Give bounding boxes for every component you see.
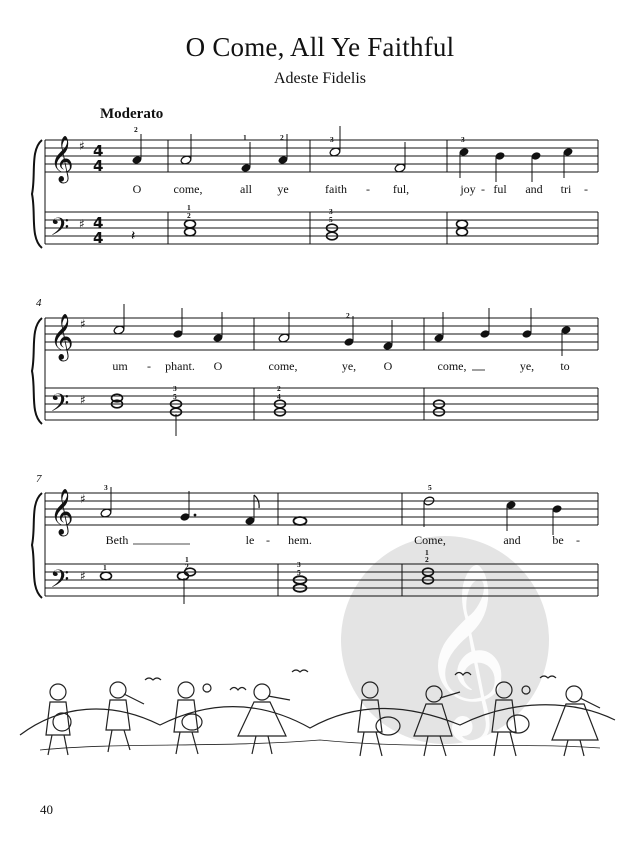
time-signature-top: 4 xyxy=(93,142,104,160)
bass-staff xyxy=(45,388,598,420)
note xyxy=(480,308,491,339)
note xyxy=(113,304,125,335)
note xyxy=(531,151,542,182)
note xyxy=(563,147,574,178)
finger-number: 3 xyxy=(297,560,301,569)
lyric: come, xyxy=(173,182,203,196)
lyric: and xyxy=(525,182,543,196)
note xyxy=(213,312,224,343)
lyric: Come, xyxy=(414,533,446,547)
lyric: ful xyxy=(493,182,507,196)
song-subtitle: Adeste Fidelis xyxy=(274,70,366,87)
finger-number: 5 xyxy=(297,568,301,577)
measure-number: 4 xyxy=(36,297,42,309)
lyric: ye, xyxy=(341,359,357,373)
bird-icon xyxy=(292,670,308,672)
measure-number: 7 xyxy=(36,473,42,485)
lyrics-line xyxy=(112,359,569,373)
sharp-icon: ♯ xyxy=(80,393,86,407)
note xyxy=(245,495,260,526)
whole-note xyxy=(294,517,307,525)
treble-clef-icon: 𝄞 xyxy=(50,314,74,360)
note xyxy=(495,151,506,182)
brace xyxy=(32,493,42,598)
child-dancer xyxy=(552,686,600,756)
note xyxy=(552,504,563,535)
sharp-icon: ♯ xyxy=(80,317,86,331)
bass-clef-icon: 𝄢 xyxy=(50,565,70,600)
ground xyxy=(40,740,600,750)
finger-number: 1 xyxy=(185,555,189,564)
note xyxy=(434,312,445,343)
lyric: be xyxy=(552,533,564,547)
note xyxy=(383,320,394,351)
lyric-hyphen: - xyxy=(147,359,151,373)
treble-staff xyxy=(45,318,598,350)
finger-number: 2 xyxy=(425,555,429,564)
note xyxy=(180,134,192,165)
lyric: come, xyxy=(437,359,467,373)
lyric: phant. xyxy=(165,359,195,373)
lyric: ful, xyxy=(392,182,410,196)
note xyxy=(459,147,470,178)
lyric: and xyxy=(503,533,521,547)
lyric: O xyxy=(213,359,223,373)
finger-number: 5 xyxy=(428,483,432,492)
lyric: le xyxy=(245,533,255,547)
lyric-hyphen: - xyxy=(266,533,270,547)
chord xyxy=(434,400,445,416)
treble-clef-icon: 𝄞 xyxy=(50,489,74,535)
lyric: um xyxy=(112,359,128,373)
child-drummer xyxy=(174,682,211,754)
chord xyxy=(294,576,307,592)
bird-icon xyxy=(145,678,161,680)
page-number: 40 xyxy=(40,802,53,817)
bass-clef-icon: 𝄢 xyxy=(50,213,70,248)
lyrics-line xyxy=(133,182,588,196)
chord xyxy=(171,400,182,436)
treble-staff xyxy=(45,493,598,525)
finger-number: 3 xyxy=(104,483,108,492)
child-flute xyxy=(106,682,144,752)
brace xyxy=(32,318,42,424)
lyric: all xyxy=(240,182,252,196)
brace xyxy=(32,140,42,248)
sharp-icon: ♯ xyxy=(79,217,85,231)
note xyxy=(522,308,533,339)
quarter-rest-icon: 𝄽 xyxy=(131,228,136,244)
finger-number: 4 xyxy=(277,392,281,401)
note xyxy=(506,500,517,531)
lyric-hyphen: - xyxy=(366,182,370,196)
lyric: faith xyxy=(325,182,347,196)
lyric: come, xyxy=(268,359,298,373)
time-signature-bottom: 4 xyxy=(93,157,104,175)
finger-number: 1 xyxy=(103,563,107,572)
lyric: O xyxy=(383,359,393,373)
treble-clef-icon: 𝄞 xyxy=(50,136,74,182)
finger-number: 1 xyxy=(243,133,247,142)
lyric-hyphen: - xyxy=(481,182,485,196)
finger-number: 1 xyxy=(187,203,191,212)
treble-staff xyxy=(45,140,598,172)
lyric-hyphen: - xyxy=(576,533,580,547)
finger-number: 3 xyxy=(461,135,465,144)
bird-icon xyxy=(230,688,246,691)
watermark-clef-glyph: 𝄞 xyxy=(420,562,509,736)
sharp-icon: ♯ xyxy=(80,492,86,506)
system-1 xyxy=(32,140,598,248)
note xyxy=(344,316,355,347)
lyric: ye xyxy=(277,182,289,196)
chord xyxy=(327,224,338,240)
lyric: tri xyxy=(560,182,572,196)
sharp-icon: ♯ xyxy=(80,569,86,583)
note xyxy=(173,308,184,339)
chord xyxy=(275,400,286,416)
lyric: hem. xyxy=(288,533,312,547)
child-drummer xyxy=(46,684,71,755)
note xyxy=(132,134,143,165)
note xyxy=(241,142,252,173)
lyric: ye, xyxy=(519,359,535,373)
lyric-hyphen: - xyxy=(584,182,588,196)
finger-number: 2 xyxy=(134,125,138,134)
finger-number: 3 xyxy=(173,384,177,393)
bass-clef-icon: 𝄢 xyxy=(50,389,70,424)
bird-icon xyxy=(540,676,556,678)
finger-number: 1 xyxy=(425,548,429,557)
tempo-marking: Moderato xyxy=(100,106,164,122)
lyric: Beth xyxy=(105,533,129,547)
finger-number: 2 xyxy=(187,211,191,220)
sharp-icon: ♯ xyxy=(79,139,85,153)
bass-staff xyxy=(45,212,598,244)
finger-number: 5 xyxy=(173,392,177,401)
note xyxy=(278,312,290,343)
finger-number: 3 xyxy=(330,135,334,144)
finger-number: 2 xyxy=(185,562,189,571)
finger-number: 5 xyxy=(329,215,333,224)
finger-number: 2 xyxy=(346,311,350,320)
note xyxy=(561,325,572,356)
chord xyxy=(178,568,196,604)
finger-number: 2 xyxy=(280,133,284,142)
finger-number: 2 xyxy=(277,384,281,393)
time-signature-bottom: 4 xyxy=(93,229,104,247)
lyrics-line xyxy=(106,533,580,547)
lyric: joy xyxy=(460,182,476,196)
lyric: O xyxy=(132,182,142,196)
note xyxy=(394,142,406,173)
finger-number: 3 xyxy=(329,207,333,216)
time-signature-top: 4 xyxy=(93,214,104,232)
lyric: to xyxy=(560,359,570,373)
song-title: O Come, All Ye Faithful xyxy=(185,32,455,62)
